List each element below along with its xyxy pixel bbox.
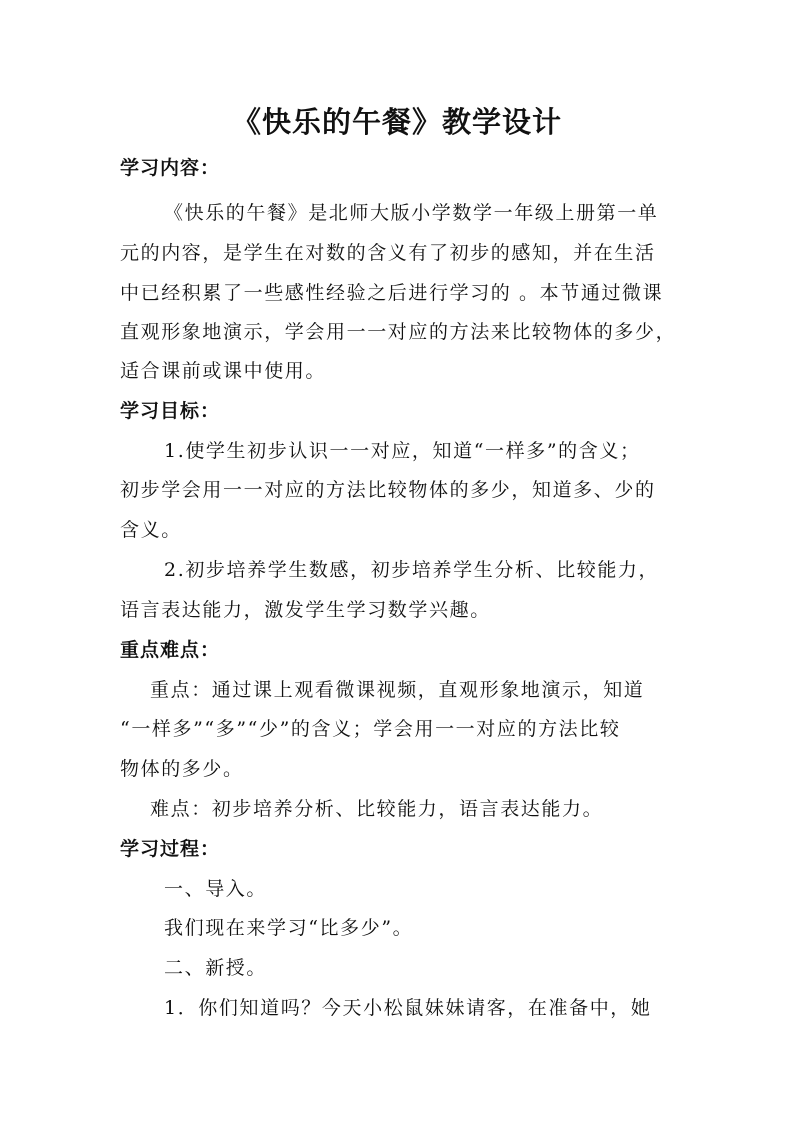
section-heading-goals: 学习目标：: [120, 400, 221, 422]
paragraph-line: 元的内容，是学生在对数的含义有了初步的感知，并在生活: [120, 242, 656, 264]
paragraph-line: 语言表达能力，激发学生学习数学兴趣。: [120, 599, 491, 621]
section-heading-keypoints: 重点难点：: [120, 639, 221, 661]
paragraph-line: 适合课前或课中使用。: [120, 360, 327, 382]
paragraph-line: 一、导入。: [164, 878, 268, 900]
section-heading-content: 学习内容：: [120, 157, 221, 179]
paragraph-line: 1.使学生初步认识一一对应，知道“一样多”的含义；: [164, 440, 641, 462]
paragraph-line: 初步学会用一一对应的方法比较物体的多少，知道多、少的: [120, 479, 656, 501]
paragraph-line: 重点：通过课上观看微课视频，直观形象地演示，知道: [150, 679, 645, 701]
paragraph-line: 含义。: [120, 519, 182, 541]
paragraph-line: 二、新授。: [164, 957, 268, 979]
paragraph-line: 1．你们知道吗？今天小松鼠妹妹请客，在准备中，她: [164, 997, 652, 1019]
paragraph-line: 物体的多少。: [120, 758, 244, 780]
paragraph-line: 直观形象地演示，学会用一一对应的方法来比较物体的多少，: [120, 321, 677, 343]
paragraph-line: 中已经积累了一些感性经验之后进行学习的 。本节通过微课: [120, 282, 664, 304]
paragraph-line: 我们现在来学习“比多少”。: [164, 917, 414, 939]
document-title: 《快乐的午餐》教学设计: [231, 105, 562, 139]
section-heading-process: 学习过程：: [120, 838, 221, 860]
paragraph-line: 难点：初步培养分析、比较能力，语言表达能力。: [150, 798, 604, 820]
paragraph-line: “一样多”“多”“少”的含义；学会用一一对应的方法比较: [120, 718, 621, 740]
paragraph-line: 《快乐的午餐》是北师大版小学数学一年级上册第一单: [164, 202, 659, 224]
paragraph-line: 2.初步培养学生数感，初步培养学生分析、比较能力，: [164, 559, 660, 581]
